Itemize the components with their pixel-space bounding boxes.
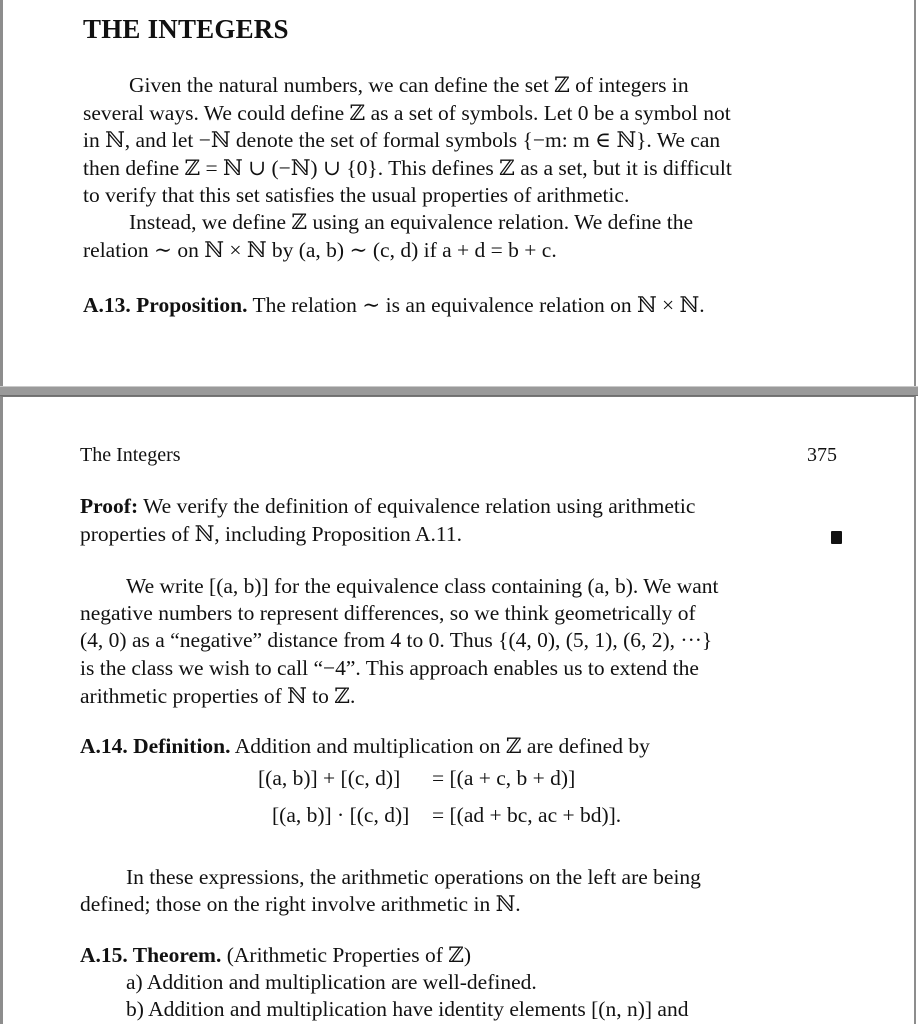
running-head: The Integers bbox=[80, 444, 181, 466]
equation-2-left: [(a, b)] · [(c, d)] bbox=[272, 803, 410, 827]
para3-line-1: We write [(a, b)] for the equivalence class containing (a, b). We want bbox=[126, 574, 719, 598]
equation-1-right: = [(a + c, b + d)] bbox=[432, 766, 576, 790]
proof-line-2: properties of ℕ, including Proposition A.11. bbox=[80, 522, 462, 546]
para1-line-2: several ways. We could define ℤ as a set of symbols. Let 0 be a symbol not bbox=[83, 101, 731, 125]
proof-label: Proof: bbox=[80, 494, 139, 518]
proposition-label: A.13. Proposition. bbox=[83, 293, 248, 317]
definition bbox=[80, 734, 843, 759]
para2-line-1: Instead, we define ℤ using an equivalence relation. We define the bbox=[129, 210, 693, 234]
qed-symbol bbox=[831, 531, 842, 544]
bottom-page bbox=[0, 396, 916, 1024]
page-number: 375 bbox=[807, 444, 837, 466]
top-page bbox=[0, 0, 916, 388]
proof-text-1: We verify the definition of equivalence relation using arithmetic bbox=[143, 494, 696, 518]
proposition bbox=[83, 293, 846, 318]
para3-line-5: arithmetic properties of ℕ to ℤ. bbox=[80, 684, 356, 708]
para3-line-3: (4, 0) as a “negative” distance from 4 to 0. Thus {(4, 0), (5, 1), (6, 2), ···} bbox=[80, 628, 713, 652]
theorem bbox=[80, 943, 843, 968]
definition-label: A.14. Definition. bbox=[80, 734, 231, 758]
para1-line-4: then define ℤ = ℕ ∪ (−ℕ) ∪ {0}. This defines ℤ as a set, but it is difficult bbox=[83, 156, 732, 180]
para4-line-2: defined; those on the right involve arithmetic in ℕ. bbox=[80, 892, 521, 916]
para3-line-4: is the class we wish to call “−4”. This approach enables us to extend the bbox=[80, 656, 699, 680]
proposition-text: The relation ∼ is an equivalence relation on ℕ × ℕ. bbox=[252, 293, 705, 317]
para1-line-1: Given the natural numbers, we can define the set ℤ of integers in bbox=[129, 73, 689, 97]
theorem-item-b: b) Addition and multiplication have identity elements [(n, n)] and bbox=[126, 997, 689, 1021]
equation-2-right: = [(ad + bc, ac + bd)]. bbox=[432, 803, 622, 827]
page-divider bbox=[0, 386, 918, 396]
para4-line-1: In these expressions, the arithmetic operations on the left are being bbox=[126, 865, 701, 889]
definition-text: Addition and multiplication on ℤ are defined by bbox=[234, 734, 650, 758]
para2-line-2: relation ∼ on ℕ × ℕ by (a, b) ∼ (c, d) if a + d = b + c. bbox=[83, 238, 557, 262]
theorem-item-a: a) Addition and multiplication are well-defined. bbox=[126, 970, 537, 994]
para1-line-5: to verify that this set satisfies the usual properties of arithmetic. bbox=[83, 183, 630, 207]
theorem-text: (Arithmetic Properties of ℤ) bbox=[226, 943, 472, 967]
para3-line-2: negative numbers to represent differences, so we think geometrically of bbox=[80, 601, 696, 625]
theorem-label: A.15. Theorem. bbox=[80, 943, 222, 967]
para1-line-3: in ℕ, and let −ℕ denote the set of formal symbols {−m: m ∈ ℕ}. We can bbox=[83, 128, 721, 152]
proof-line-1 bbox=[80, 494, 843, 519]
section-title: THE INTEGERS bbox=[83, 14, 289, 44]
equation-1-left: [(a, b)] + [(c, d)] bbox=[258, 766, 401, 790]
